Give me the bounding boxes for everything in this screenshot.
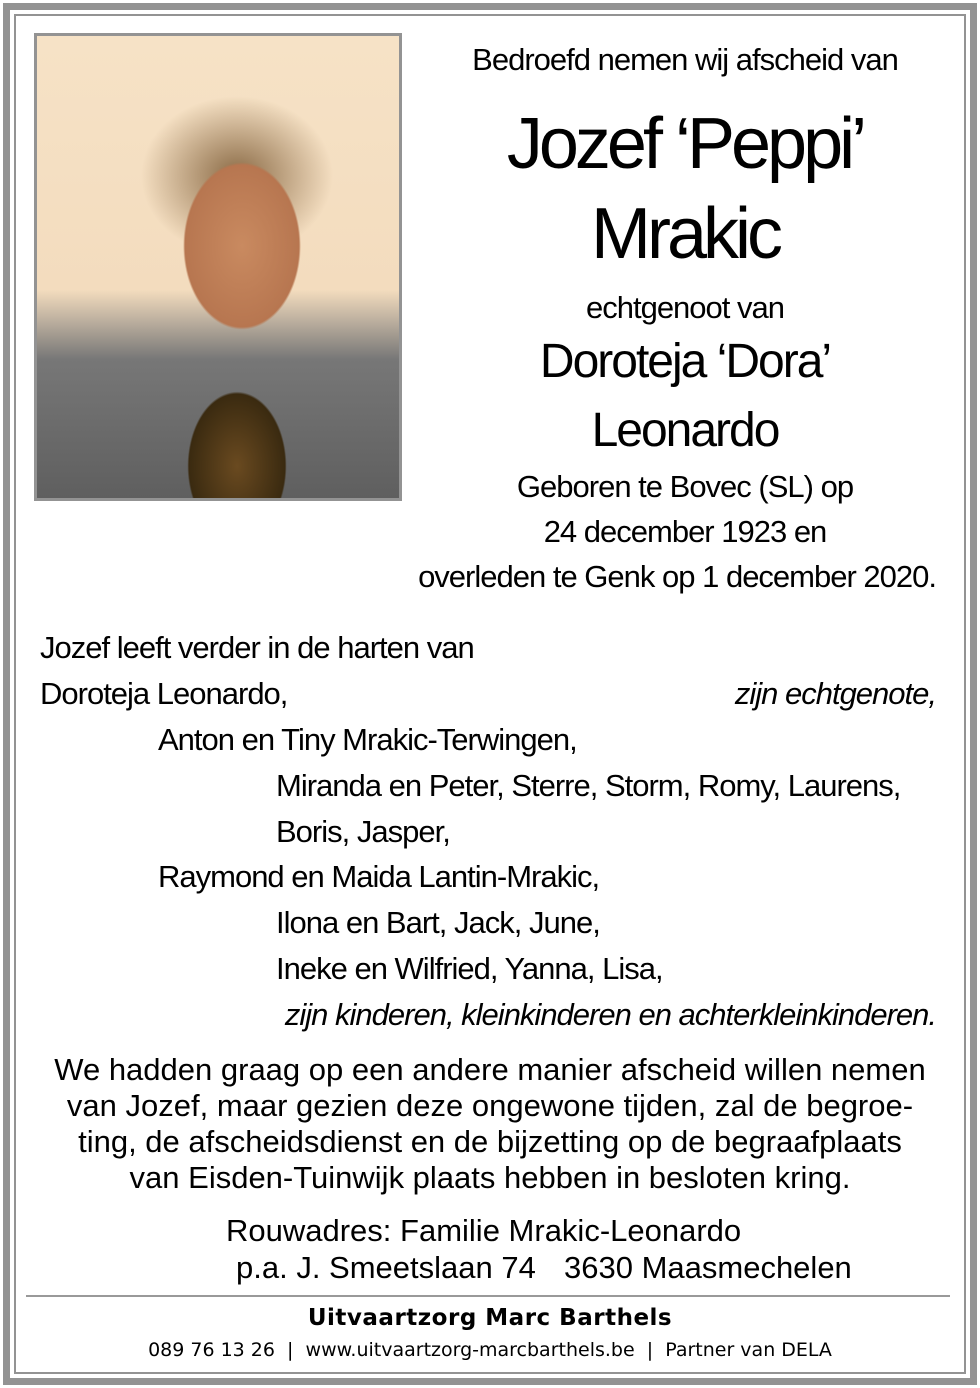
spouse-name-line1: Doroteja ‘Dora’ — [539, 335, 831, 388]
address-city: 3630 Maasmechelen — [564, 1250, 852, 1285]
spouse-name-line2: Leonardo — [591, 404, 779, 457]
family-intro: Jozef leeft verder in de harten van — [40, 630, 474, 665]
address-street: p.a. J. Smeetslaan 74 — [236, 1250, 536, 1285]
family-line: Raymond en Maida Lantin-Mrakic, — [158, 859, 600, 894]
portrait-photo — [34, 33, 402, 501]
family-line: Miranda en Peter, Sterre, Storm, Romy, Laurens, — [276, 768, 901, 803]
intro-text: Bedroefd nemen wij afscheid van — [472, 42, 898, 77]
funeral-company: Uitvaartzorg Marc Barthels — [307, 1305, 673, 1331]
family-wife: Doroteja Leonardo, — [40, 676, 288, 711]
message-line: van Jozef, maar gezien deze ongewone tijden, zal de begroe- — [66, 1088, 914, 1123]
funeral-contact: 089 76 13 26 | www.uitvaartzorg-marcbarthels.be | Partner van DELA — [148, 1339, 832, 1361]
divider — [26, 1295, 950, 1297]
spouse-intro: echtgenoot van — [585, 290, 784, 325]
died-line: overleden te Genk op 1 december 2020. — [418, 559, 936, 594]
message-line: We hadden graag op een andere manier afscheid willen nemen — [54, 1052, 926, 1087]
family-wife-role: zijn echtgenote, — [734, 676, 936, 711]
family-line: Ilona en Bart, Jack, June, — [276, 905, 600, 940]
family-line: Boris, Jasper, — [276, 814, 450, 849]
message-line: ting, de afscheidsdienst en de bijzetting op de begraafplaats — [78, 1124, 902, 1159]
family-line: Ineke en Wilfried, Yanna, Lisa, — [276, 951, 663, 986]
message-line: van Eisden-Tuinwijk plaats hebben in besloten kring. — [129, 1160, 851, 1195]
born-line2: 24 december 1923 en — [543, 514, 827, 549]
deceased-name-line1: Jozef ‘Peppi’ — [506, 104, 864, 184]
family-closing: zijn kinderen, kleinkinderen en achterkleinkinderen. — [284, 997, 936, 1032]
deceased-name-line2: Mrakic — [591, 194, 779, 274]
address-line1: Rouwadres: Familie Mrakic-Leonardo — [226, 1213, 742, 1248]
family-line: Anton en Tiny Mrakic-Terwingen, — [158, 722, 577, 757]
born-line1: Geboren te Bovec (SL) op — [516, 469, 854, 504]
